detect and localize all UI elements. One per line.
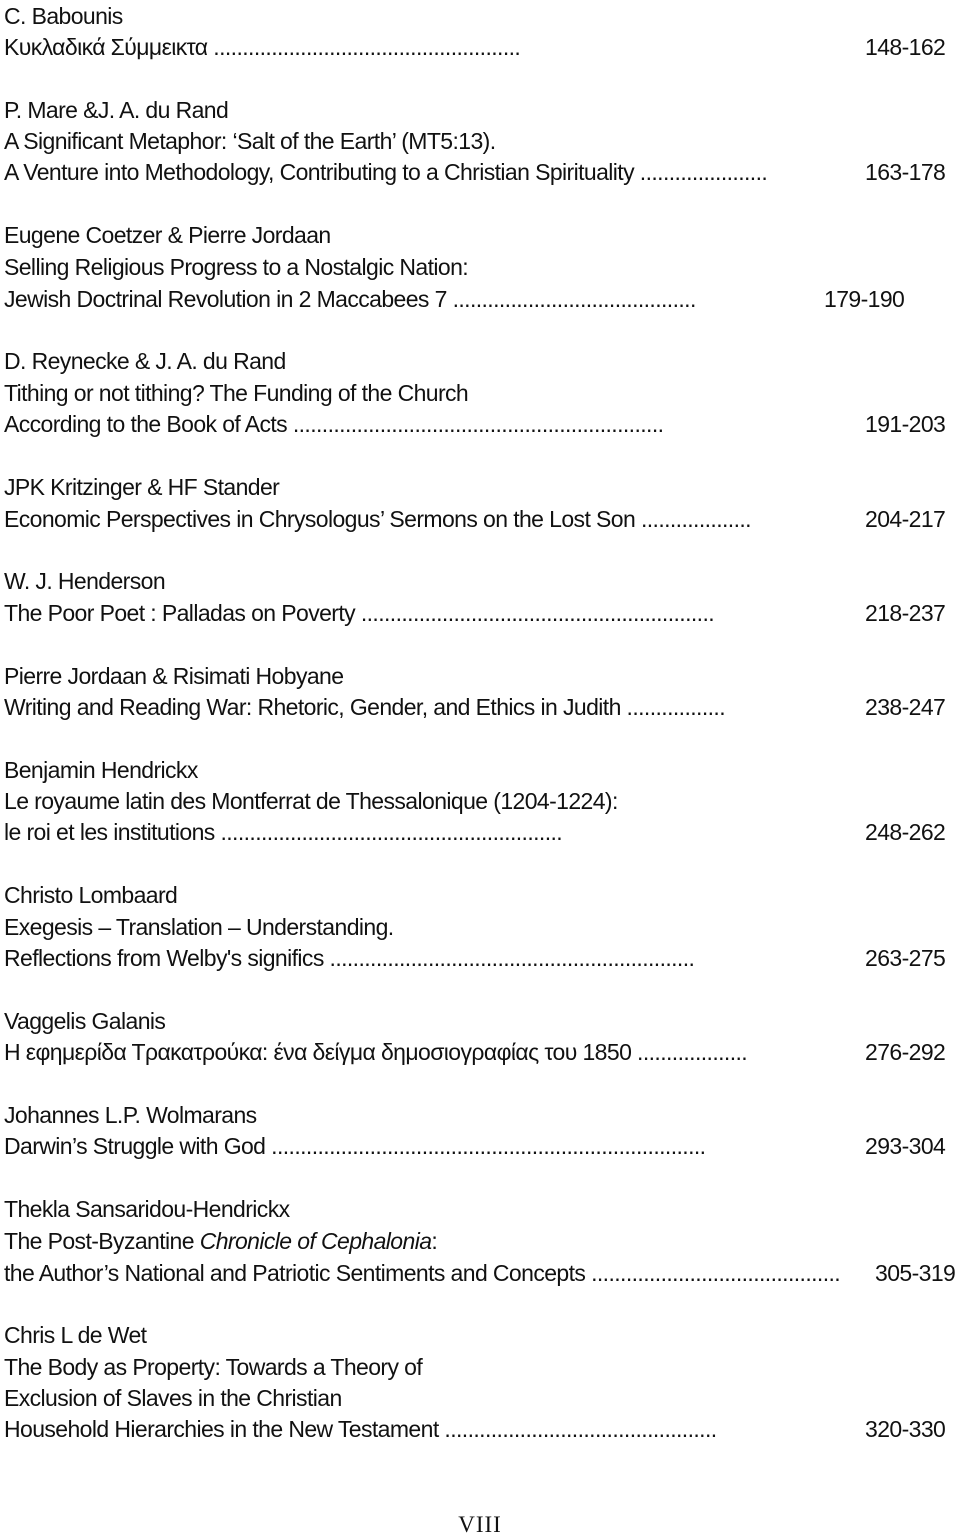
page-range: 320-330 [865,1416,946,1442]
entry-title: Writing and Reading War: Rhetoric, Gender, and Ethics in Judith [4,694,621,720]
entry-title: Darwin’s Struggle with God [4,1133,266,1159]
page-range: 305-319 [875,1260,956,1286]
entry-title-line [4,944,958,974]
entry-title-line [4,33,958,63]
page-range: 218-237 [865,600,946,626]
leader-dots: ........................................................................... [265,1133,706,1159]
entry-author: Pierre Jordaan & Risimati Hobyane [4,663,344,689]
entry-author: Chris L de Wet [4,1322,147,1348]
entry-title: Κυκλαδικά Σύμμεικτα [4,34,208,60]
entry-title-line [4,505,958,535]
entry-title-line [4,1259,958,1289]
entry-title: Household Hierarchies in the New Testament [4,1416,439,1442]
entry-title-line [4,599,958,629]
entry-author: D. Reynecke & J. A. du Rand [4,348,286,374]
page-range: 248-262 [865,819,946,845]
page-range: 204-217 [865,506,946,532]
leader-dots: ............................................................. [355,600,715,626]
entry-title-line [4,818,958,848]
entry-title: le roi et les institutions [4,819,215,845]
entry-title: Jewish Doctrinal Revolution in 2 Maccabees 7 [4,286,447,312]
entry-title-line [4,1132,958,1162]
entry-author: Christo Lombaard [4,882,178,908]
italic-title: Chronicle of Cephalonia [199,1228,432,1254]
entry-title: A Venture into Methodology, Contributing to a Christian Spirituality [4,159,634,185]
page-range: 191-203 [865,411,946,437]
entry-title: Reflections from Welby's significs [4,945,324,971]
entry-title-line: Tithing or not tithing? The Funding of the Church [4,380,469,406]
entry-author: Johannes L.P. Wolmarans [4,1102,257,1128]
page-range: 263-275 [865,945,946,971]
entry-author: C. Babounis [4,3,123,29]
page-range: 238-247 [865,694,946,720]
page-range: 293-304 [865,1133,946,1159]
entry-title-line: Exegesis – Translation – Understanding. [4,914,394,940]
entry-title-line [4,1038,958,1068]
leader-dots: ........................................................... [214,819,563,845]
entry-author: Benjamin Hendrickx [4,757,198,783]
entry-author: Thekla Sansaridou-Hendrickx [4,1196,290,1222]
entry-title: The Poor Poet : Palladas on Poverty [4,600,356,626]
leader-dots: ................... [635,506,751,532]
entry-author: P. Mare &J. A. du Rand [4,97,229,123]
leader-dots: ................................................................ [287,411,664,437]
entry-title-line [4,285,958,315]
leader-dots: ................. [620,694,725,720]
entry-title-line [4,158,958,188]
entry-title: According to the Book of Acts [4,411,288,437]
entry-author: Eugene Coetzer & Pierre Jordaan [4,222,331,248]
page-range: 179-190 [824,286,905,312]
leader-dots: ............................................................... [323,945,695,971]
leader-dots: .......................................... [446,286,696,312]
page-range: 276-292 [865,1039,946,1065]
entry-title: the Author’s National and Patriotic Sentiments and Concepts [4,1260,586,1286]
entry-title-line: The Body as Property: Towards a Theory of [4,1354,423,1380]
leader-dots: ...................... [634,159,768,185]
entry-author: W. J. Henderson [4,568,166,594]
page-number: VIII [458,1512,502,1537]
entry-title-line [4,410,958,440]
entry-title-line: Selling Religious Progress to a Nostalgic Nation: [4,254,469,280]
entry-title-line [4,693,958,723]
leader-dots: ............................................... [438,1416,717,1442]
entry-title-line [4,1415,958,1445]
leader-dots: ................... [631,1039,748,1065]
entry-title-line: Exclusion of Slaves in the Christian [4,1385,342,1411]
page-range: 163-178 [865,159,946,185]
entry-title-line: Le royaume latin des Montferrat de Thessalonique (1204-1224): [4,788,618,814]
leader-dots: ..................................................... [207,34,521,60]
entry-title: Economic Perspectives in Chrysologus’ Sermons on the Lost Son [4,506,636,532]
leader-dots: ........................................... [585,1260,841,1286]
entry-title-line: A Significant Metaphor: ‘Salt of the Earth’ (MT5:13). [4,128,496,154]
page-range: 148-162 [865,34,946,60]
entry-title-line: The Post-Byzantine Chronicle of Cephalonia: [4,1228,438,1254]
entry-author: JPK Kritzinger & HF Stander [4,474,280,500]
entry-title: Η εφημερίδα Τρακατρούκα: ένα δείγμα δημοσιογραφίας του 1850 [4,1039,632,1065]
entry-author: Vaggelis Galanis [4,1008,166,1034]
